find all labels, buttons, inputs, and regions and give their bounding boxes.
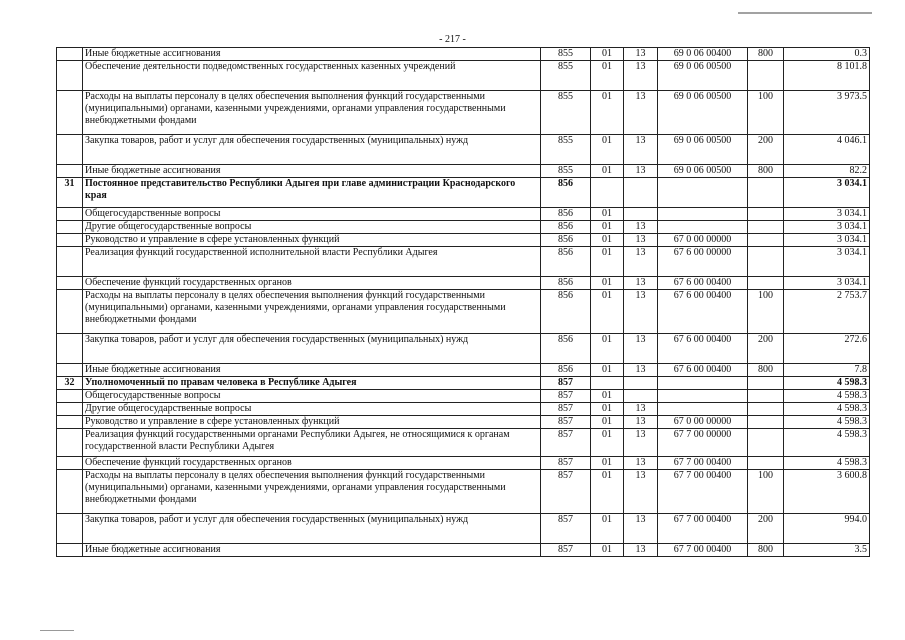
ministry-code-cell: 857 <box>541 390 591 403</box>
row-number-cell <box>57 221 83 234</box>
target-article-cell: 67 0 00 00000 <box>658 416 748 429</box>
row-number-cell <box>57 247 83 277</box>
section-code-cell: 01 <box>591 277 624 290</box>
section-code-cell: 01 <box>591 416 624 429</box>
amount-cell: 994.0 <box>784 514 870 544</box>
expense-type-cell <box>748 457 784 470</box>
target-article-cell: 67 7 00 00400 <box>658 544 748 557</box>
item-name-cell: Иные бюджетные ассигнования <box>83 165 541 178</box>
amount-cell: 8 101.8 <box>784 61 870 91</box>
amount-cell: 3.5 <box>784 544 870 557</box>
expense-type-cell <box>748 178 784 208</box>
section-code-cell <box>591 178 624 208</box>
expense-type-cell <box>748 377 784 390</box>
section-code-cell <box>591 377 624 390</box>
item-name-cell: Расходы на выплаты персоналу в целях обеспечения выполнения функций государственными (муниципальными) органами, казенными учреждениями, органами управления государственными внебюджетными фондами <box>83 470 541 514</box>
item-name-cell: Обеспечение деятельности подведомственных государственных казенных учреждений <box>83 61 541 91</box>
target-article-cell <box>658 377 748 390</box>
item-name-cell: Реализация функций государственными органами Республики Адыгея, не относящимися к органам государственной власти Республики Адыгея <box>83 429 541 457</box>
scan-artifact-top <box>738 12 872 14</box>
ministry-code-cell: 856 <box>541 247 591 277</box>
ministry-code-cell: 856 <box>541 208 591 221</box>
ministry-code-cell: 855 <box>541 165 591 178</box>
target-article-cell: 67 7 00 00400 <box>658 457 748 470</box>
row-number-cell <box>57 290 83 334</box>
subsection-code-cell <box>624 390 658 403</box>
row-number-cell <box>57 416 83 429</box>
expense-type-cell: 100 <box>748 290 784 334</box>
row-number-cell <box>57 165 83 178</box>
target-article-cell: 69 0 06 00500 <box>658 135 748 165</box>
amount-cell: 0.3 <box>784 48 870 61</box>
section-code-cell: 01 <box>591 544 624 557</box>
ministry-code-cell: 857 <box>541 457 591 470</box>
row-number-cell <box>57 277 83 290</box>
row-number-cell <box>57 364 83 377</box>
target-article-cell: 67 7 00 00400 <box>658 514 748 544</box>
amount-cell: 4 598.3 <box>784 457 870 470</box>
subsection-code-cell <box>624 178 658 208</box>
item-name-cell: Закупка товаров, работ и услуг для обеспечения государственных (муниципальных) нужд <box>83 135 541 165</box>
target-article-cell <box>658 390 748 403</box>
section-code-cell: 01 <box>591 208 624 221</box>
amount-cell: 7.8 <box>784 364 870 377</box>
row-number-cell <box>57 234 83 247</box>
item-name-cell: Расходы на выплаты персоналу в целях обеспечения выполнения функций государственными (муниципальными) органами, казенными учреждениями, органами управления государственными внебюджетными фондами <box>83 290 541 334</box>
subsection-code-cell: 13 <box>624 403 658 416</box>
target-article-cell: 67 6 00 00400 <box>658 334 748 364</box>
subsection-code-cell: 13 <box>624 364 658 377</box>
row-number-cell <box>57 514 83 544</box>
section-code-cell: 01 <box>591 390 624 403</box>
subsection-code-cell: 13 <box>624 470 658 514</box>
target-article-cell <box>658 208 748 221</box>
ministry-code-cell: 857 <box>541 514 591 544</box>
section-code-cell: 01 <box>591 290 624 334</box>
section-code-cell: 01 <box>591 457 624 470</box>
item-name-cell: Иные бюджетные ассигнования <box>83 544 541 557</box>
subsection-code-cell: 13 <box>624 165 658 178</box>
expense-type-cell <box>748 221 784 234</box>
expense-type-cell: 100 <box>748 470 784 514</box>
table-row <box>57 221 870 234</box>
expense-type-cell <box>748 416 784 429</box>
subsection-code-cell: 13 <box>624 457 658 470</box>
amount-cell: 3 034.1 <box>784 247 870 277</box>
ministry-code-cell: 857 <box>541 429 591 457</box>
row-number-cell <box>57 544 83 557</box>
row-number-cell <box>57 208 83 221</box>
expense-type-cell: 800 <box>748 48 784 61</box>
row-number-cell <box>57 334 83 364</box>
row-number-cell <box>57 135 83 165</box>
table-row <box>57 429 870 457</box>
amount-cell: 3 034.1 <box>784 208 870 221</box>
target-article-cell <box>658 178 748 208</box>
subsection-code-cell: 13 <box>624 91 658 135</box>
section-code-cell: 01 <box>591 48 624 61</box>
table-row <box>57 377 870 390</box>
expense-type-cell: 200 <box>748 334 784 364</box>
row-number-cell <box>57 48 83 61</box>
expense-type-cell <box>748 429 784 457</box>
row-number-cell <box>57 61 83 91</box>
subsection-code-cell: 13 <box>624 514 658 544</box>
table-row <box>57 364 870 377</box>
section-code-cell: 01 <box>591 514 624 544</box>
item-name-cell: Расходы на выплаты персоналу в целях обеспечения выполнения функций государственными (муниципальными) органами, казенными учреждениями, органами управления государственными внебюджетными фондами <box>83 91 541 135</box>
scan-artifact-bottom <box>40 630 74 631</box>
row-number-cell <box>57 403 83 416</box>
table-row <box>57 277 870 290</box>
section-code-cell: 01 <box>591 234 624 247</box>
item-name-cell: Руководство и управление в сфере установленных функций <box>83 416 541 429</box>
table-row <box>57 416 870 429</box>
item-name-cell: Обеспечение функций государственных органов <box>83 457 541 470</box>
table-row <box>57 234 870 247</box>
ministry-code-cell: 857 <box>541 403 591 416</box>
ministry-code-cell: 855 <box>541 135 591 165</box>
table-row <box>57 544 870 557</box>
ministry-code-cell: 855 <box>541 61 591 91</box>
row-number-cell: 31 <box>57 178 83 208</box>
ministry-code-cell: 857 <box>541 416 591 429</box>
subsection-code-cell: 13 <box>624 334 658 364</box>
amount-cell: 272.6 <box>784 334 870 364</box>
section-code-cell: 01 <box>591 135 624 165</box>
item-name-cell: Реализация функций государственной исполнительной власти Республики Адыгея <box>83 247 541 277</box>
page-number: - 217 - <box>439 34 466 45</box>
target-article-cell: 67 6 00 00400 <box>658 277 748 290</box>
target-article-cell: 69 0 06 00500 <box>658 91 748 135</box>
amount-cell: 3 600.8 <box>784 470 870 514</box>
ministry-code-cell: 857 <box>541 544 591 557</box>
table-row <box>57 208 870 221</box>
target-article-cell: 69 0 06 00500 <box>658 61 748 91</box>
section-code-cell: 01 <box>591 221 624 234</box>
subsection-code-cell: 13 <box>624 135 658 165</box>
ministry-code-cell: 856 <box>541 290 591 334</box>
section-code-cell: 01 <box>591 470 624 514</box>
item-name-cell: Руководство и управление в сфере установленных функций <box>83 234 541 247</box>
expense-type-cell: 800 <box>748 364 784 377</box>
expense-type-cell: 200 <box>748 135 784 165</box>
section-code-cell: 01 <box>591 334 624 364</box>
row-number-cell <box>57 91 83 135</box>
amount-cell: 4 598.3 <box>784 429 870 457</box>
table-row <box>57 457 870 470</box>
table-row <box>57 334 870 364</box>
budget-table <box>56 47 870 557</box>
table-row <box>57 403 870 416</box>
subsection-code-cell: 13 <box>624 290 658 334</box>
target-article-cell: 69 0 06 00500 <box>658 165 748 178</box>
table-row <box>57 178 870 208</box>
expense-type-cell <box>748 61 784 91</box>
amount-cell: 4 598.3 <box>784 377 870 390</box>
amount-cell: 3 034.1 <box>784 234 870 247</box>
target-article-cell: 67 6 00 00400 <box>658 290 748 334</box>
amount-cell: 3 034.1 <box>784 178 870 208</box>
item-name-cell: Общегосударственные вопросы <box>83 390 541 403</box>
item-name-cell: Постоянное представительство Республики Адыгея при главе администрации Краснодарского края <box>83 178 541 208</box>
expense-type-cell <box>748 247 784 277</box>
target-article-cell: 67 6 00 00400 <box>658 364 748 377</box>
subsection-code-cell: 13 <box>624 429 658 457</box>
table-row <box>57 61 870 91</box>
subsection-code-cell: 13 <box>624 221 658 234</box>
table-row <box>57 290 870 334</box>
section-code-cell: 01 <box>591 247 624 277</box>
ministry-code-cell: 856 <box>541 277 591 290</box>
subsection-code-cell: 13 <box>624 544 658 557</box>
row-number-cell <box>57 470 83 514</box>
ministry-code-cell: 856 <box>541 221 591 234</box>
target-article-cell: 67 0 00 00000 <box>658 234 748 247</box>
ministry-code-cell: 856 <box>541 234 591 247</box>
target-article-cell <box>658 403 748 416</box>
expense-type-cell: 800 <box>748 544 784 557</box>
amount-cell: 4 598.3 <box>784 403 870 416</box>
subsection-code-cell: 13 <box>624 48 658 61</box>
amount-cell: 82.2 <box>784 165 870 178</box>
subsection-code-cell <box>624 377 658 390</box>
table-row <box>57 247 870 277</box>
section-code-cell: 01 <box>591 165 624 178</box>
section-code-cell: 01 <box>591 91 624 135</box>
item-name-cell: Обеспечение функций государственных органов <box>83 277 541 290</box>
item-name-cell: Закупка товаров, работ и услуг для обеспечения государственных (муниципальных) нужд <box>83 334 541 364</box>
ministry-code-cell: 856 <box>541 178 591 208</box>
item-name-cell: Иные бюджетные ассигнования <box>83 364 541 377</box>
expense-type-cell <box>748 403 784 416</box>
table-row <box>57 165 870 178</box>
amount-cell: 3 034.1 <box>784 221 870 234</box>
target-article-cell <box>658 221 748 234</box>
expense-type-cell: 800 <box>748 165 784 178</box>
expense-type-cell: 100 <box>748 91 784 135</box>
table-row <box>57 135 870 165</box>
row-number-cell: 32 <box>57 377 83 390</box>
expense-type-cell: 200 <box>748 514 784 544</box>
table-row <box>57 48 870 61</box>
subsection-code-cell: 13 <box>624 61 658 91</box>
item-name-cell: Другие общегосударственные вопросы <box>83 221 541 234</box>
subsection-code-cell: 13 <box>624 234 658 247</box>
subsection-code-cell: 13 <box>624 247 658 277</box>
target-article-cell: 69 0 06 00400 <box>658 48 748 61</box>
amount-cell: 3 034.1 <box>784 277 870 290</box>
row-number-cell <box>57 457 83 470</box>
expense-type-cell <box>748 234 784 247</box>
item-name-cell: Общегосударственные вопросы <box>83 208 541 221</box>
expense-type-cell <box>748 208 784 221</box>
expense-type-cell <box>748 277 784 290</box>
table-row <box>57 514 870 544</box>
subsection-code-cell: 13 <box>624 416 658 429</box>
ministry-code-cell: 855 <box>541 91 591 135</box>
subsection-code-cell <box>624 208 658 221</box>
ministry-code-cell: 856 <box>541 334 591 364</box>
ministry-code-cell: 857 <box>541 377 591 390</box>
amount-cell: 4 046.1 <box>784 135 870 165</box>
target-article-cell: 67 7 00 00000 <box>658 429 748 457</box>
row-number-cell <box>57 390 83 403</box>
section-code-cell: 01 <box>591 364 624 377</box>
amount-cell: 3 973.5 <box>784 91 870 135</box>
table-row <box>57 470 870 514</box>
row-number-cell <box>57 429 83 457</box>
item-name-cell: Уполномоченный по правам человека в Республике Адыгея <box>83 377 541 390</box>
ministry-code-cell: 855 <box>541 48 591 61</box>
target-article-cell: 67 7 00 00400 <box>658 470 748 514</box>
section-code-cell: 01 <box>591 403 624 416</box>
expense-type-cell <box>748 390 784 403</box>
budget-table-body <box>57 48 870 557</box>
table-row <box>57 91 870 135</box>
ministry-code-cell: 857 <box>541 470 591 514</box>
amount-cell: 4 598.3 <box>784 416 870 429</box>
item-name-cell: Иные бюджетные ассигнования <box>83 48 541 61</box>
section-code-cell: 01 <box>591 429 624 457</box>
table-row <box>57 390 870 403</box>
target-article-cell: 67 6 00 00000 <box>658 247 748 277</box>
item-name-cell: Другие общегосударственные вопросы <box>83 403 541 416</box>
subsection-code-cell: 13 <box>624 277 658 290</box>
amount-cell: 4 598.3 <box>784 390 870 403</box>
section-code-cell: 01 <box>591 61 624 91</box>
ministry-code-cell: 856 <box>541 364 591 377</box>
amount-cell: 2 753.7 <box>784 290 870 334</box>
item-name-cell: Закупка товаров, работ и услуг для обеспечения государственных (муниципальных) нужд <box>83 514 541 544</box>
